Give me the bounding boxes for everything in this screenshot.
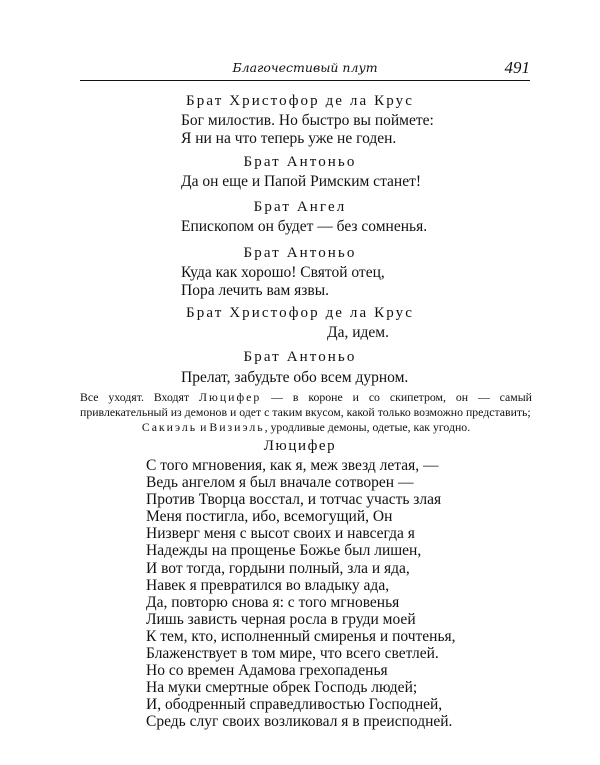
verse-line: Меня постигла, ибо, всемогущий, Он — [146, 508, 393, 526]
speech-4 — [0, 244, 600, 262]
character-name: Сакиэль — [141, 420, 198, 434]
header-rule — [80, 80, 530, 81]
speaker-name: Брат Христофор де ла Крус — [186, 305, 414, 321]
speech-2 — [0, 153, 600, 171]
character-name: Визиэль — [209, 420, 265, 434]
stage-direction-text: — в короне и со скипетром, он — самый привлекательный из демонов и одет с таким вкусом, какой только возможно представить; — [80, 390, 532, 419]
speech-3 — [0, 198, 600, 216]
monologue-heading — [0, 437, 600, 455]
speech-1 — [0, 92, 600, 110]
verse-line: Ведь ангелом я был вначале сотворен — — [146, 474, 414, 492]
verse-line: Но со времен Адамова грехопаденья — [146, 662, 388, 680]
verse-line: Да, повторю снова я: с того мгновенья — [146, 593, 400, 611]
speaker-name: Люцифер — [263, 438, 337, 454]
page-header — [80, 58, 530, 80]
verse-line: Навек я превратился во владыку ада, — [146, 576, 390, 594]
speaker-name: Брат Антоньо — [243, 349, 357, 365]
page-number: 491 — [504, 58, 530, 77]
verse-line: На муки смертные обрек Господь людей; — [146, 679, 418, 697]
stage-direction-text: Все уходят. Входят — [80, 390, 190, 404]
running-title: Благочестивый плут — [232, 60, 378, 75]
verse-line: Пора лечить вам язвы. — [181, 282, 330, 299]
verse-line: Я ни на что теперь уже не годен. — [181, 130, 397, 147]
stage-direction — [80, 390, 532, 435]
verse-line: И вот тогда, гордыни полный, зла и яда, — [146, 559, 410, 577]
verse-line: Да, идем. — [327, 324, 389, 341]
speaker-name: Брат Антоньо — [243, 245, 357, 261]
monologue-verse — [146, 457, 566, 731]
verse-line: С того мгновения, как я, меж звезд летая, — — [146, 457, 439, 474]
verse-line: И, ободренный справедливостью Господней, — [146, 696, 443, 714]
verse-line: Надежды на прощенье Божье был лишен, — [146, 542, 422, 560]
verse-line: Епископом он будет — без сомненья. — [181, 218, 428, 235]
character-name: Люцифер — [199, 390, 262, 404]
speaker-name: Брат Антоньо — [243, 154, 357, 170]
verse-line: Лишь зависть черная росла в груди моей — [146, 610, 416, 628]
speech-5 — [0, 304, 600, 322]
verse-line: Блаженствует в том мире, что всего светлей. — [146, 645, 439, 663]
speaker-name: Брат Ангел — [253, 199, 347, 215]
verse-line: Да он еще и Папой Римским станет! — [181, 173, 422, 190]
speech-6 — [0, 348, 600, 366]
verse-line: Куда как хорошо! Святой отец, — [181, 264, 385, 281]
verse-line: К тем, кто, исполненный смиренья и почтенья, — [146, 627, 456, 645]
verse-line: Против Творца восстал, и тотчас участь злая — [146, 491, 442, 509]
stage-direction-characters — [80, 420, 532, 435]
stage-direction-text: , уродливые демоны, одетые, как угодно. — [264, 420, 471, 434]
verse-line: Прелат, забудьте обо всем дурном. — [181, 369, 409, 386]
stage-direction-text: и — [200, 420, 207, 434]
verse-line: Средь слуг своих возликовал я в преисподней. — [146, 713, 453, 731]
speaker-name: Брат Христофор де ла Крус — [186, 93, 414, 109]
verse-line: Низверг меня с высот своих и навсегда я — [146, 525, 415, 543]
verse-line: Бог милостив. Но быстро вы поймете: — [181, 112, 434, 129]
